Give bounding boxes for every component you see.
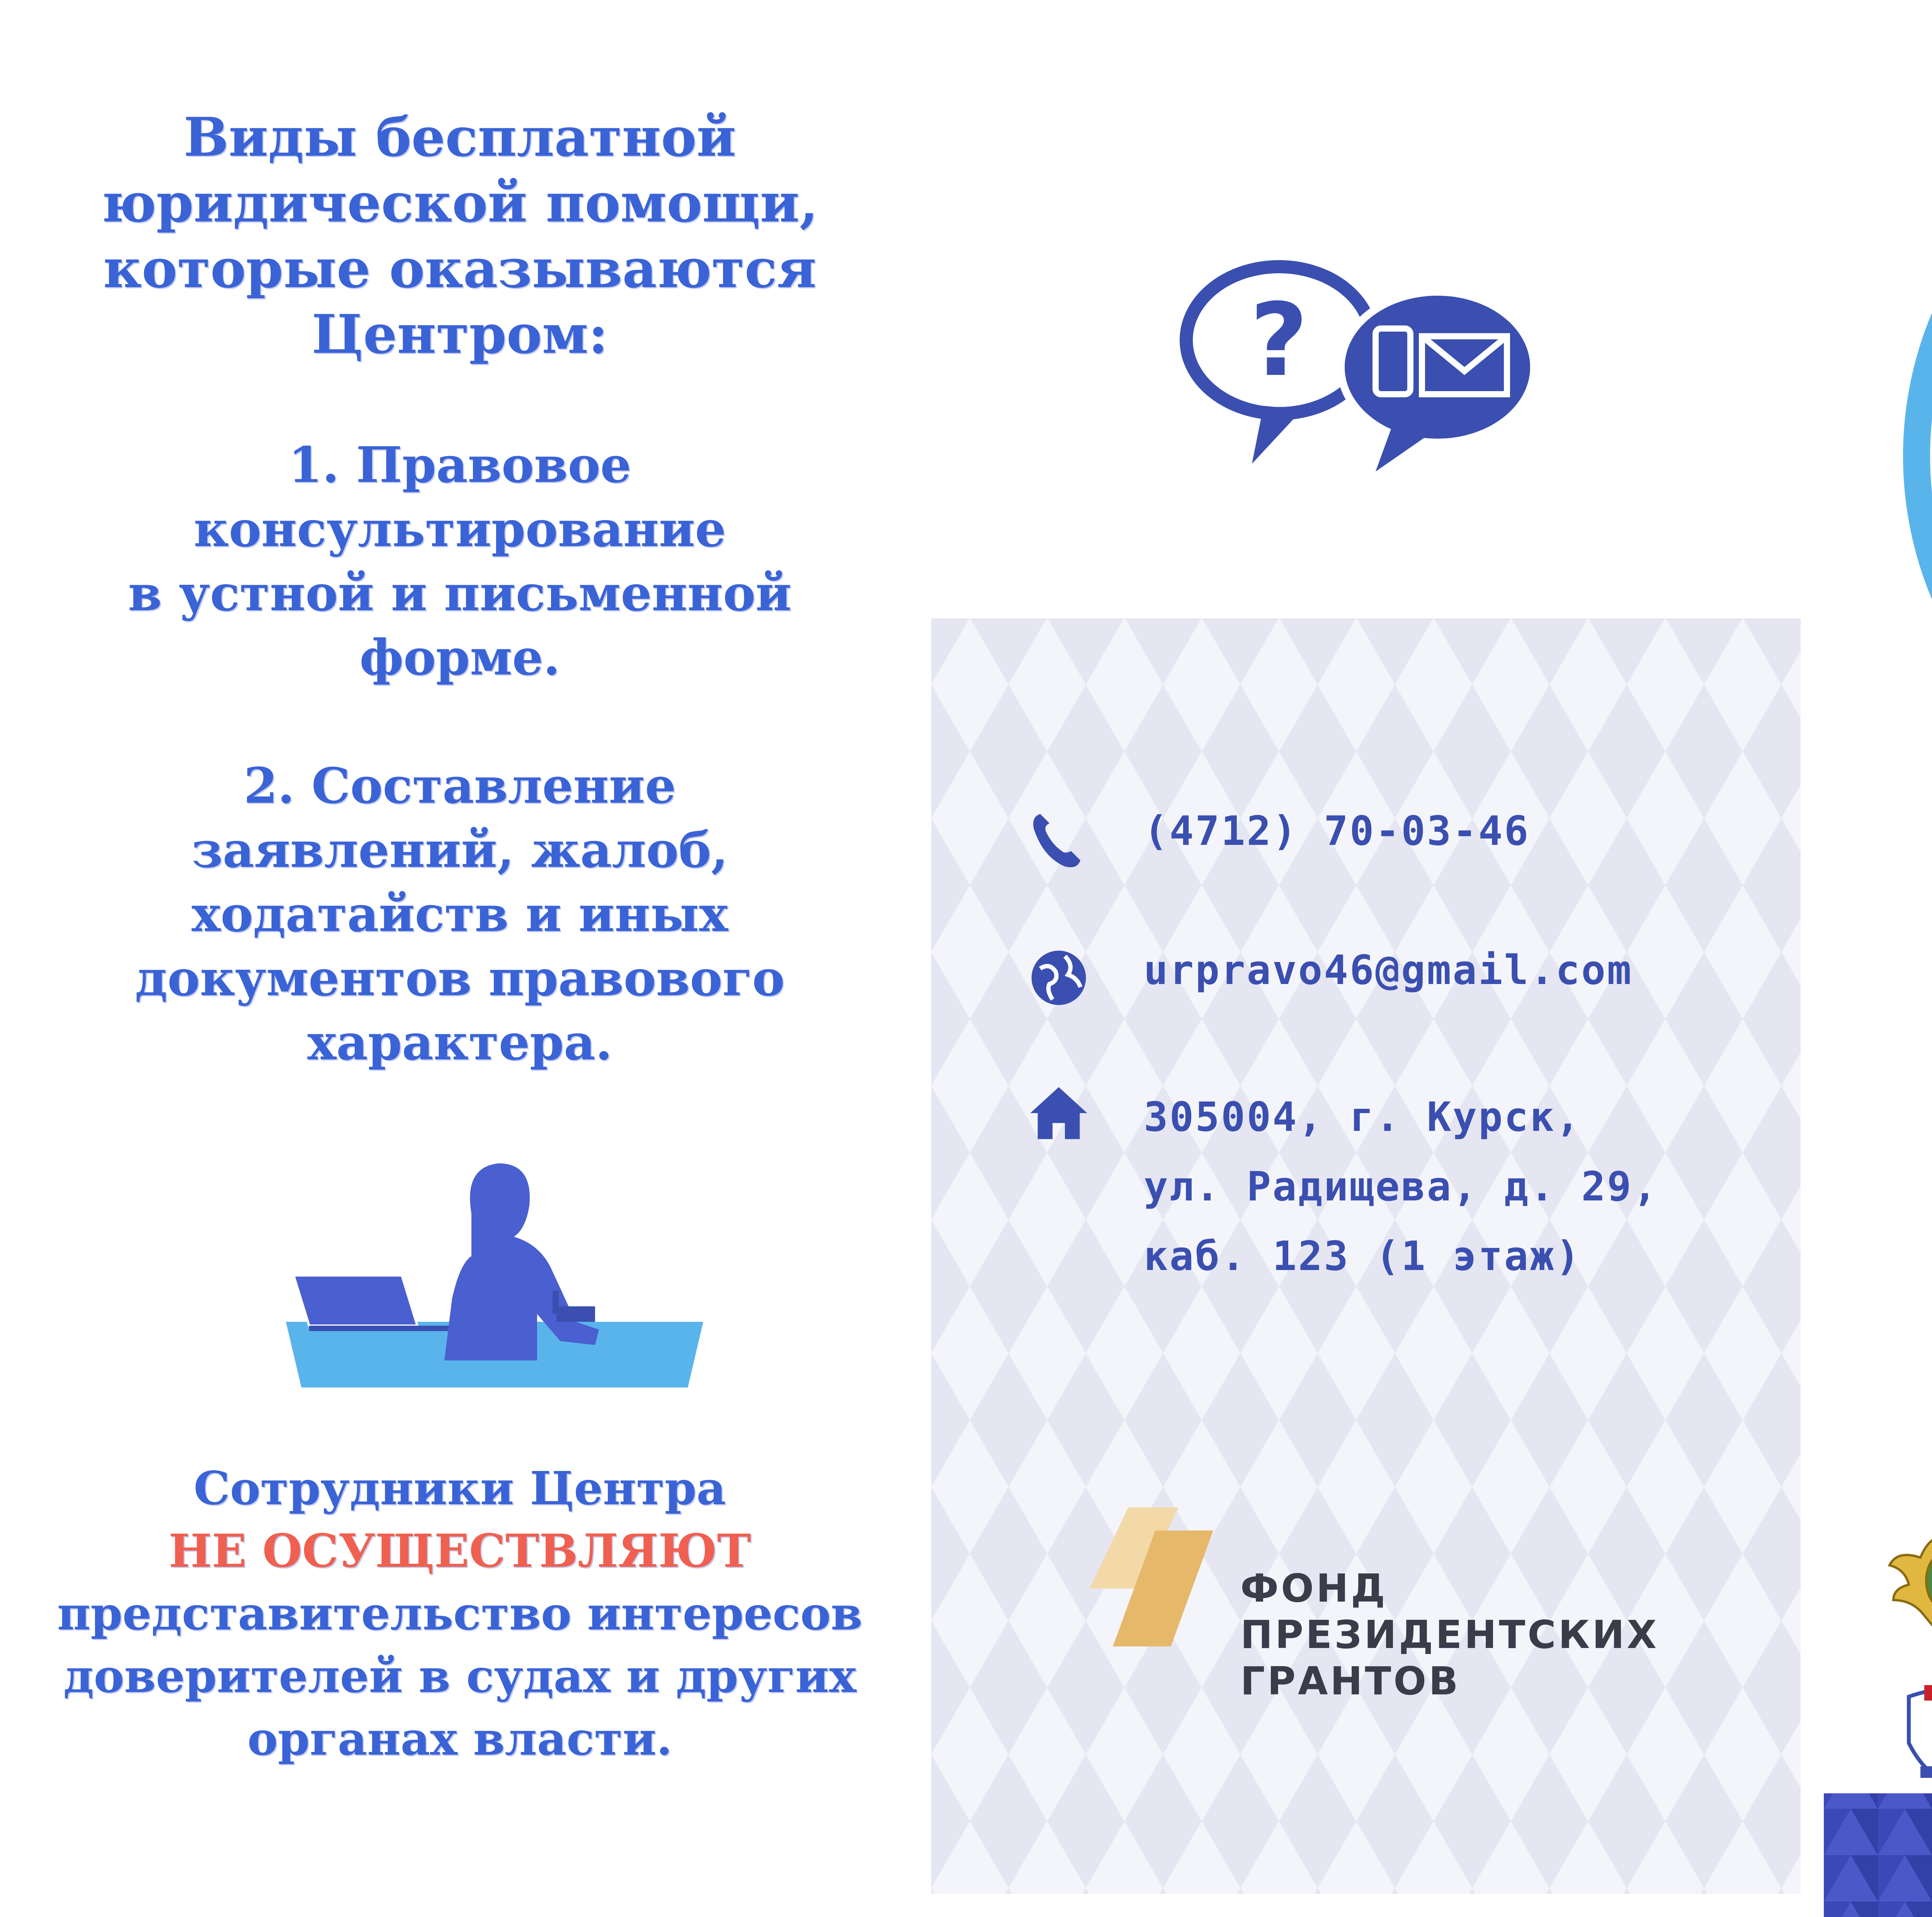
- person-at-laptop-silhouette-icon: [286, 1156, 703, 1403]
- services-title-line: юридической помощи,: [101, 171, 818, 234]
- service-item-2: [46, 754, 873, 1074]
- fund-logo-icon: [1082, 1507, 1236, 1654]
- subtitle-line: [1847, 1225, 1932, 1263]
- service-item-line: консультирование: [194, 501, 726, 558]
- fund-name-line: ПРЕЗИДЕНТСКИХ: [1240, 1612, 1659, 1657]
- service-item-line: 1. Правовое: [288, 436, 631, 494]
- services-title-line: Виды бесплатной: [184, 106, 736, 169]
- service-item-line: заявлений, жалоб,: [191, 821, 728, 878]
- note-line: Сотрудники Центра: [194, 1461, 726, 1515]
- globe-icon: [1028, 947, 1090, 1009]
- service-item-line: форме.: [359, 629, 560, 686]
- subtitle-line: [1847, 1263, 1932, 1301]
- service-item-line: ходатайств и иных: [191, 885, 728, 943]
- services-title-line: Центром:: [311, 303, 608, 366]
- subtitle-line: [1847, 1339, 1932, 1377]
- note-highlight: НЕ ОСУЩЕСТВЛЯЮТ: [168, 1524, 751, 1578]
- double-headed-eagle-emblem-icon: [1886, 1511, 1932, 1639]
- service-item-line: 2. Составление: [243, 757, 676, 814]
- note-line: доверителей в судах и других: [63, 1649, 856, 1703]
- center-title-line: [1847, 908, 1932, 969]
- address-line: каб. 123 (1 этаж): [1144, 1233, 1582, 1280]
- address-line: 305004, г. Курск,: [1144, 1093, 1582, 1141]
- email-link[interactable]: urpravo46@gmail.com: [1144, 947, 1633, 994]
- subtitle-line: [1847, 1301, 1932, 1339]
- service-item-line: документов правового: [135, 950, 785, 1007]
- fund-name: [1240, 1565, 1659, 1704]
- svg-text:?: ?: [1250, 282, 1308, 399]
- phone-number[interactable]: (4712) 70-03-46: [1144, 807, 1530, 855]
- center-title-line: [1847, 1091, 1932, 1153]
- fund-name-line: ГРАНТОВ: [1240, 1658, 1461, 1704]
- center-title: [1847, 908, 1932, 1153]
- association-lawyers-emblem-icon: [1893, 1674, 1932, 1789]
- subtitle-line: [1847, 1377, 1932, 1415]
- question-phone-envelope-bubbles-icon: [1175, 247, 1538, 472]
- fund-name-line: ФОНД: [1240, 1566, 1388, 1611]
- note-line: органах власти.: [247, 1712, 672, 1765]
- service-item-line: в устной и письменной: [128, 565, 792, 622]
- services-title-line: которые оказываются: [103, 237, 816, 300]
- services-title: [46, 104, 873, 367]
- service-item-1: [46, 433, 873, 690]
- center-subtitle: [1847, 1225, 1932, 1415]
- center-title-line: [1847, 969, 1932, 1030]
- service-item-line: характера.: [307, 1014, 612, 1071]
- phone-icon: [1028, 808, 1090, 870]
- address-line: ул. Радищева, д. 29,: [1144, 1163, 1659, 1210]
- note-line: представительство интересов: [57, 1587, 862, 1640]
- home-icon: [1028, 1082, 1090, 1144]
- two-business-people-silhouette-icon: [1893, 77, 1932, 835]
- center-title-line: [1847, 1030, 1932, 1091]
- representation-note: [46, 1457, 873, 1770]
- address-block: [1144, 1082, 1658, 1291]
